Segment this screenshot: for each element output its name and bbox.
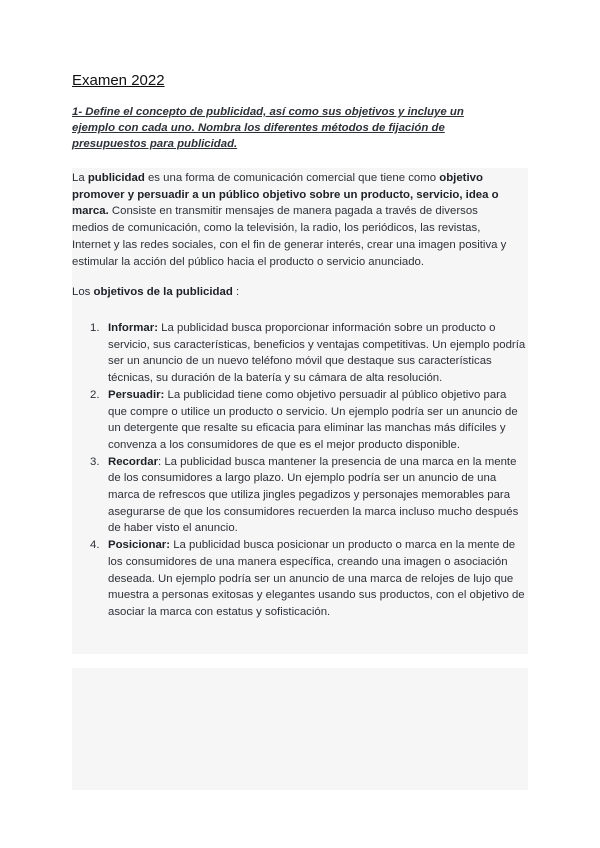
intro-paragraph <box>72 168 512 270</box>
list-item-text: La publicidad tiene como objetivo persuadir al público objetivo para que compre o utilice un producto o servicio. Un ejemplo podría ser un anuncio de un detergente que resalte su eficacia para eliminar las manchas más difíciles y convenza a los consumidores de que es el mejor producto disponible. <box>108 388 518 451</box>
answer-block <box>72 168 528 654</box>
exam-question: 1- Define el concepto de publicidad, así como sus objetivos y incluye un ejemplo con cada uno. Nombra los diferentes métodos de fijación de presupuestos para publicidad. <box>72 106 464 151</box>
objectives-heading-prefix: Los <box>72 286 94 298</box>
list-item <box>90 537 528 621</box>
intro-bold-2: objetivo promover y persuadir a un público objetivo sobre un producto, servicio, idea o marca. <box>72 172 499 218</box>
intro-text-3: Consiste en transmitir mensajes de manera pagada a través de diversos medios de comunicación, como la televisión, la radio, los periódicos, las revistas, Internet y las redes sociales, con el fin de generar interés, crear una imagen positiva y estimular la acción del público hacia el producto o servicio anunciado. <box>72 205 507 268</box>
intro-text-1: La <box>72 172 88 184</box>
empty-answer-block <box>72 668 528 790</box>
list-item <box>90 387 528 454</box>
objectives-heading-bold: objetivos de la publicidad <box>93 286 233 298</box>
objectives-heading <box>72 286 239 298</box>
objectives-heading-suffix: : <box>232 286 240 298</box>
list-item-number: 4. <box>90 539 100 552</box>
list-item-number: 3. <box>90 455 100 468</box>
list-item-number: 1. <box>90 322 100 334</box>
page-title: Examen 2022 <box>72 72 165 89</box>
list-item-number: 2. <box>90 388 100 401</box>
intro-bold-1: publicidad <box>87 172 145 184</box>
list-item-text: La publicidad busca proporcionar información sobre un producto o servicio, sus características, beneficios y ventajas competitivas. Un ejemplo podría ser un anuncio de un nuevo teléfono móvil que destaque sus características técnicas, su duración de la batería y su cámara de alta resolución. <box>108 322 526 385</box>
list-item <box>90 454 528 538</box>
list-item <box>90 320 528 387</box>
list-item-label: Recordar <box>108 455 159 468</box>
list-item-label: Posicionar: <box>108 539 171 552</box>
objectives-list <box>90 320 528 621</box>
intro-text-2: es una forma de comunicación comercial que tiene como <box>144 172 440 184</box>
list-item-text: La publicidad busca posicionar un producto o marca en la mente de los consumidores de una manera específica, creando una imagen o asociación deseada. Un ejemplo podría ser un anuncio de una marca de relojes de lujo que muestra a personas exitosas y elegantes usando sus productos, con el objetivo de asociar la marca con estatus y sofisticación. <box>108 539 525 618</box>
list-item-text: : La publicidad busca mantener la presencia de una marca en la mente de los consumidores a largo plazo. Un ejemplo podría ser un anuncio de una marca de refrescos que utiliza jingles pegadizos y personajes memorables para asegurarse de que los consumidores recuerden la marca incluso mucho después de haber visto el anuncio. <box>108 455 519 535</box>
list-item-label: Informar: <box>108 322 158 334</box>
list-item-label: Persuadir: <box>108 388 165 401</box>
